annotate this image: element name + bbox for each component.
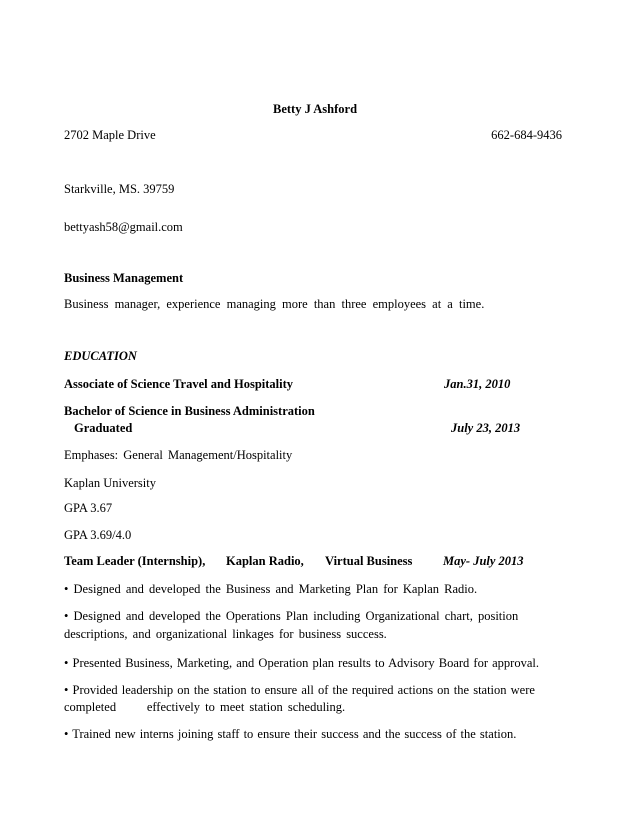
experience-role: Team Leader (Internship), — [64, 554, 206, 568]
candidate-name: Betty J Ashford — [273, 102, 358, 116]
experience-bullet: • Provided leadership on the station to ensure all of the required actions on the station were — [64, 683, 535, 697]
street-address: 2702 Maple Drive — [64, 128, 156, 142]
objective-heading: Business Management — [64, 271, 184, 285]
experience-bullet: • Trained new interns joining staff to ensure their success and the success of the station. — [64, 727, 517, 741]
experience-org: Kaplan Radio, — [226, 554, 304, 568]
experience-dept: Virtual Business — [325, 554, 413, 568]
degree-2-status: Graduated — [74, 421, 133, 435]
email-address: bettyash58@gmail.com — [64, 220, 183, 234]
experience-dates: May- July 2013 — [443, 554, 524, 568]
city-state-zip: Starkville, MS. 39759 — [64, 182, 175, 196]
experience-bullet: • Designed and developed the Business and Marketing Plan for Kaplan Radio. — [64, 582, 478, 596]
school-name: Kaplan University — [64, 476, 156, 490]
experience-bullet: • Designed and developed the Operations Plan including Organizational chart, position — [64, 609, 519, 623]
phone-number: 662-684-9436 — [491, 128, 562, 142]
emphases: Emphases: General Management/Hospitality — [64, 448, 293, 462]
experience-bullet-continuation: descriptions, and organizational linkages for business success. — [64, 627, 387, 641]
degree-1: Associate of Science Travel and Hospitality — [64, 377, 294, 391]
education-heading: EDUCATION — [64, 349, 137, 363]
experience-bullet: • Presented Business, Marketing, and Operation plan results to Advisory Board for approval. — [64, 656, 539, 670]
degree-1-date: Jan.31, 2010 — [444, 377, 511, 391]
degree-2: Bachelor of Science in Business Administration — [64, 404, 315, 418]
degree-2-date: July 23, 2013 — [451, 421, 521, 435]
gpa-1: GPA 3.67 — [64, 501, 113, 515]
objective-text: Business manager, experience managing more than three employees at a time. — [64, 297, 485, 311]
experience-bullet-continuation: completed effectively to meet station scheduling. — [64, 700, 346, 714]
gpa-2: GPA 3.69/4.0 — [64, 528, 132, 542]
